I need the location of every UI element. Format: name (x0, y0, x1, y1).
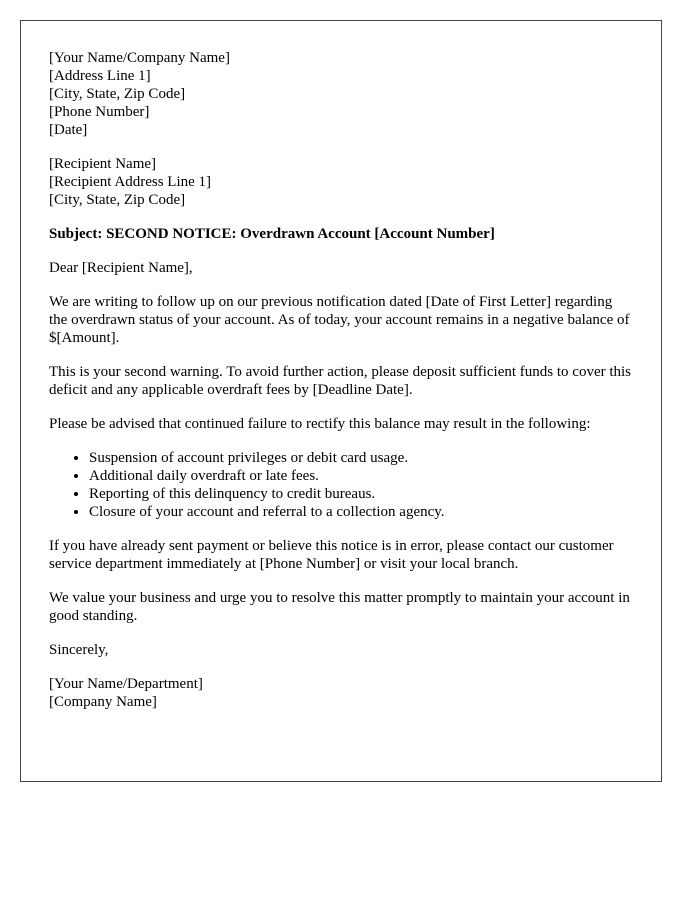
signature-company: [Company Name] (49, 694, 157, 710)
consequences-list (49, 449, 633, 521)
body-paragraph-3: Please be advised that continued failure to rectify this balance may result in the following: (49, 416, 591, 432)
letter-date: [Date] (49, 122, 88, 138)
letter-document (20, 20, 662, 782)
sign-off: Sincerely, (49, 642, 109, 658)
list-item: • Suspension of account privileges or debit card usage. (89, 449, 633, 467)
sender-city-state-zip: [City, State, Zip Code] (49, 86, 186, 102)
recipient-address-block (49, 155, 633, 209)
body-paragraph-1: We are writing to follow up on our previous notification dated [Date of First Letter] regarding the overdrawn status of your account. As of today, your account remains in a negative balance of $[Amount]. (49, 294, 630, 346)
closing-paragraph-2: We value your business and urge you to resolve this matter promptly to maintain your account in good standing. (49, 590, 630, 624)
salutation: Dear [Recipient Name], (49, 260, 193, 276)
sender-address-line-1: [Address Line 1] (49, 68, 151, 84)
signature-block (49, 675, 633, 711)
list-item: • Additional daily overdraft or late fees. (89, 467, 633, 485)
closing-paragraph-1: If you have already sent payment or believe this notice is in error, please contact our customer service department immediately at [Phone Number] or visit your local branch. (49, 538, 614, 572)
sender-address-block (49, 49, 633, 139)
list-item: • Closure of your account and referral to a collection agency. (89, 503, 633, 521)
recipient-address-line-1: [Recipient Address Line 1] (49, 174, 212, 190)
body-paragraph-2: This is your second warning. To avoid further action, please deposit sufficient funds to cover this deficit and any applicable overdraft fees by [Deadline Date]. (49, 364, 632, 398)
sender-name: [Your Name/Company Name] (49, 50, 230, 66)
signature-name-department: [Your Name/Department] (49, 676, 203, 692)
sender-phone: [Phone Number] (49, 104, 150, 120)
subject-line: Subject: SECOND NOTICE: Overdrawn Account [Account Number] (49, 226, 495, 242)
list-item: • Reporting of this delinquency to credit bureaus. (89, 485, 633, 503)
recipient-city-state-zip: [City, State, Zip Code] (49, 192, 186, 208)
recipient-name: [Recipient Name] (49, 156, 157, 172)
